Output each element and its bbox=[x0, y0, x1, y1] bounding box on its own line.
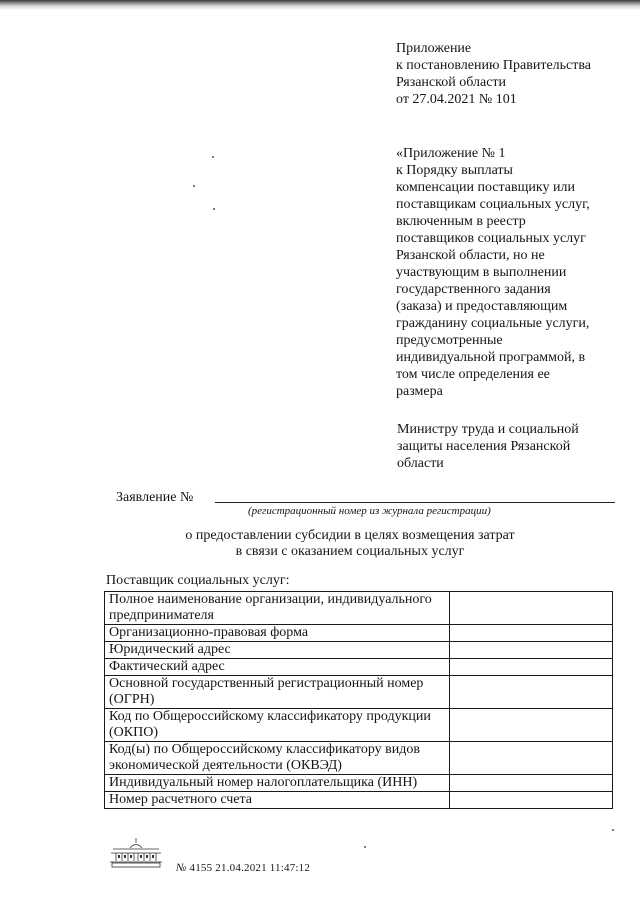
supplier-label: Поставщик социальных услуг: bbox=[106, 573, 290, 588]
addressee bbox=[397, 421, 579, 472]
appendix-header-line: Приложение bbox=[396, 41, 472, 56]
application-subject bbox=[150, 528, 550, 560]
row-value bbox=[450, 709, 613, 742]
application-title: Заявление № bbox=[116, 490, 194, 505]
scan-speck bbox=[212, 156, 214, 158]
row-label: Код(ы) по Общероссийскому классификатору видов экономической деятельности (ОКВЭД) bbox=[105, 742, 450, 775]
table-row bbox=[105, 659, 613, 676]
row-value bbox=[450, 625, 613, 642]
application-number-caption: (регистрационный номер из журнала регистрации) bbox=[248, 505, 491, 517]
appendix-ref-line: компенсации поставщику или bbox=[396, 180, 575, 195]
row-label: Организационно-правовая форма bbox=[105, 625, 450, 642]
appendix-header-line: от 27.04.2021 № 101 bbox=[396, 92, 517, 107]
appendix-ref-line: том числе определения ее bbox=[396, 367, 550, 382]
subject-line: о предоставлении субсидии в целях возмещения затрат bbox=[185, 528, 515, 543]
appendix-ref-line: участвующим в выполнении bbox=[396, 265, 567, 280]
document-registration-mark bbox=[176, 862, 310, 874]
row-value bbox=[450, 792, 613, 809]
application-number-line bbox=[215, 502, 615, 503]
appendix-header-line: Рязанской области bbox=[396, 75, 507, 90]
scan-speck bbox=[612, 829, 614, 831]
table-row bbox=[105, 792, 613, 809]
addressee-line: области bbox=[397, 456, 444, 471]
table-row bbox=[105, 676, 613, 709]
table-row bbox=[105, 775, 613, 792]
row-value bbox=[450, 676, 613, 709]
scan-speck bbox=[193, 185, 195, 187]
table-row bbox=[105, 709, 613, 742]
row-value bbox=[450, 742, 613, 775]
government-building-stamp-icon bbox=[108, 837, 164, 869]
appendix-ref-line: размера bbox=[396, 384, 443, 399]
row-label: Код по Общероссийскому классификатору продукции (ОКПО) bbox=[105, 709, 450, 742]
scan-speck bbox=[364, 846, 366, 848]
appendix-ref-line: предусмотренные bbox=[396, 333, 503, 348]
appendix-ref-line: индивидуальной программой, в bbox=[396, 350, 586, 365]
doc-number: 4155 bbox=[189, 862, 213, 874]
table-row bbox=[105, 592, 613, 625]
appendix-ref-line: «Приложение № 1 bbox=[396, 146, 506, 161]
scan-edge-shading bbox=[0, 0, 640, 10]
doc-timestamp: 21.04.2021 11:47:12 bbox=[215, 862, 311, 874]
row-label: Номер расчетного счета bbox=[105, 792, 450, 809]
row-label: Полное наименование организации, индивидуального предпринимателя bbox=[105, 592, 450, 625]
appendix-ref-line: Рязанской области, но не bbox=[396, 248, 545, 263]
supplier-table bbox=[104, 591, 613, 809]
row-value bbox=[450, 592, 613, 625]
appendix-ref-line: государственного задания bbox=[396, 282, 551, 297]
appendix-ref-line: (заказа) и предоставляющим bbox=[396, 299, 568, 314]
appendix-ref-line: к Порядку выплаты bbox=[396, 163, 513, 178]
addressee-line: Министру труда и социальной bbox=[397, 422, 579, 437]
subject-line: в связи с оказанием социальных услуг bbox=[235, 544, 465, 559]
row-label: Индивидуальный номер налогоплательщика (ИНН) bbox=[105, 775, 450, 792]
table-row bbox=[105, 642, 613, 659]
row-value bbox=[450, 659, 613, 676]
row-label: Основной государственный регистрационный номер (ОГРН) bbox=[105, 676, 450, 709]
row-label: Фактический адрес bbox=[105, 659, 450, 676]
appendix-ref-line: включенным в реестр bbox=[396, 214, 526, 229]
scan-speck bbox=[213, 208, 215, 210]
appendix-ref-line: поставщикам социальных услуг, bbox=[396, 197, 590, 212]
appendix-header-line: к постановлению Правительства bbox=[396, 58, 592, 73]
table-row bbox=[105, 625, 613, 642]
number-sign: № bbox=[176, 862, 187, 874]
appendix-ref-line: гражданину социальные услуги, bbox=[396, 316, 590, 331]
appendix-ref-line: поставщиков социальных услуг bbox=[396, 231, 586, 246]
appendix-header bbox=[396, 40, 591, 108]
row-value bbox=[450, 775, 613, 792]
table-row bbox=[105, 742, 613, 775]
row-value bbox=[450, 642, 613, 659]
row-label: Юридический адрес bbox=[105, 642, 450, 659]
appendix-reference bbox=[396, 145, 590, 400]
addressee-line: защиты населения Рязанской bbox=[397, 439, 571, 454]
